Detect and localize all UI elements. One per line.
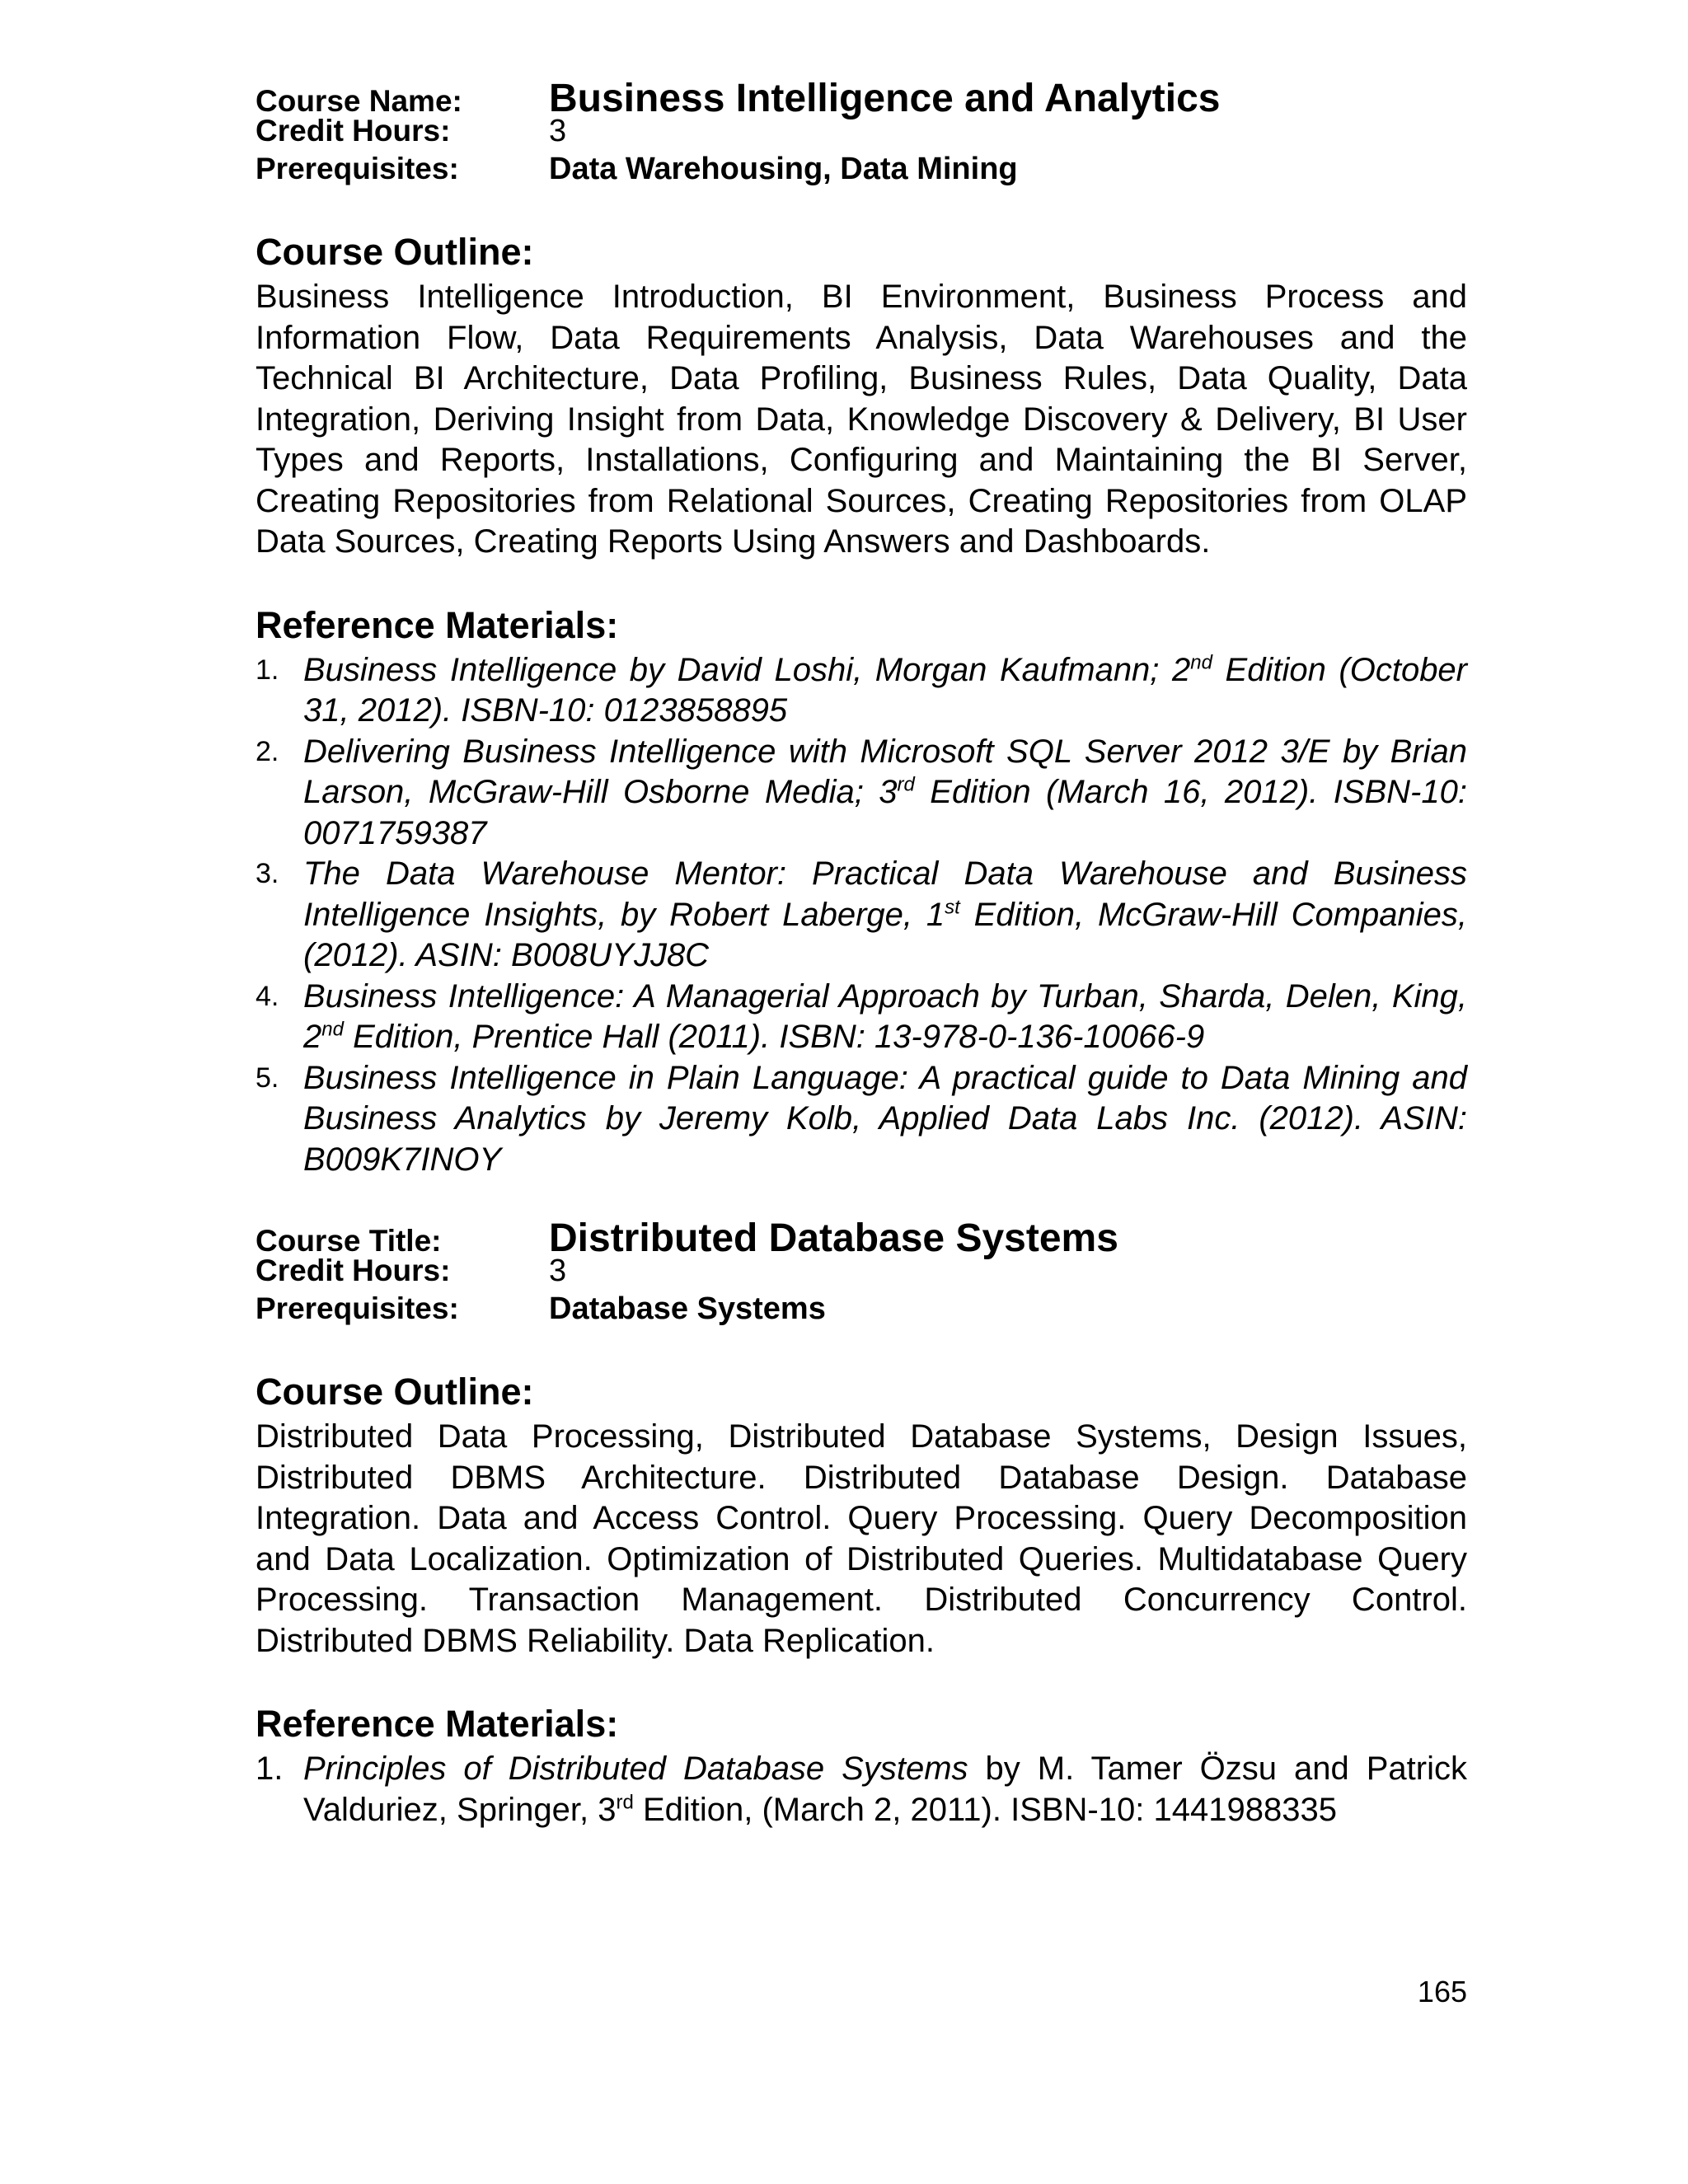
credit-hours-value: 3 — [549, 1254, 567, 1288]
reference-list — [256, 1749, 1467, 1830]
prerequisites-row — [256, 152, 1467, 190]
reference-item — [256, 854, 1467, 977]
reference-number: 1. — [256, 1750, 284, 1787]
prerequisites-value: Data Warehousing, Data Mining — [549, 152, 1018, 186]
reference-text-main: Business Intelligence: A Managerial Approach by Turban, Sharda, Delen, King, 2 — [303, 977, 1467, 1055]
reference-text — [303, 1058, 1467, 1181]
course-name-label: Course Name: — [256, 84, 462, 118]
reference-materials-heading: Reference Materials: — [256, 1703, 619, 1745]
credit-hours-label: Credit Hours: — [256, 1254, 451, 1287]
reference-text-rest: Edition (March 16, 2012). ISBN-10: 0071759387 — [303, 774, 1467, 851]
ordinal-suffix: st — [945, 896, 960, 919]
course-title-row — [256, 1216, 1467, 1260]
reference-number: 5. — [256, 1062, 279, 1094]
course-outline-text: Distributed Data Processing, Distributed Database Systems, Design Issues, Distributed DBMS Architecture. Distributed Database Design. Database Integration. Data and Access Control. Query Processing. Query Decomposition and Data Localization. Optimization of Distributed Queries. Multidatabase Query Processing. Transaction Management. Distributed Concurrency Control. Distributed DBMS Reliability. Data Replication. — [256, 1418, 1467, 1659]
reference-text — [303, 1749, 1467, 1830]
reference-item — [256, 1749, 1467, 1830]
reference-number: 1. — [256, 654, 279, 686]
course-outline-text: Business Intelligence Introduction, BI Environment, Business Process and Information Flow, Data Requirements Analysis, Data Warehouses and the Technical BI Architecture, Data Profiling, Business Rules, Data Quality, Data Integration, Deriving Insight from Data, Knowledge Discovery & Delivery, BI User Types and Reports, Installations, Configuring and Maintaining the BI Server, Creating Repositories from Relational Sources, Creating Repositories from OLAP Data Sources, Creating Reports Using Answers and Dashboards. — [256, 279, 1467, 560]
course-title: Distributed Database Systems — [549, 1216, 1118, 1260]
course-outline-heading: Course Outline: — [256, 1371, 534, 1413]
course-name: Business Intelligence and Analytics — [549, 77, 1221, 120]
reference-list — [256, 650, 1467, 1181]
reference-text-main: The Data Warehouse Mentor: Practical Data Warehouse and Business Intelligence Insights, by Robert Laberge, 1 — [303, 855, 1467, 933]
reference-book-title: Principles of Distributed Database Systems — [303, 1750, 968, 1787]
prerequisites-row — [256, 1291, 1467, 1329]
reference-item — [256, 1058, 1467, 1181]
reference-text-rest: Edition, (March 2, 2011). ISBN-10: 1441988335 — [633, 1791, 1337, 1828]
reference-text — [303, 977, 1467, 1058]
ordinal-suffix: rd — [897, 773, 915, 796]
course-title-label: Course Title: — [256, 1224, 442, 1258]
ordinal-suffix: nd — [1190, 651, 1212, 674]
reference-item — [256, 650, 1467, 732]
course-section-distributed-db — [256, 1216, 1467, 1830]
prerequisites-label: Prerequisites: — [256, 152, 459, 185]
credit-hours-value: 3 — [549, 114, 567, 148]
reference-number: 4. — [256, 980, 279, 1012]
reference-number: 3. — [256, 858, 279, 889]
course-name-row — [256, 76, 1467, 120]
prerequisites-label: Prerequisites: — [256, 1291, 459, 1325]
reference-text-main: Delivering Business Intelligence with Microsoft SQL Server 2012 3/E by Brian Larson, McGraw-Hill Osborne Media; 3 — [303, 733, 1467, 810]
prerequisites-value: Database Systems — [549, 1291, 826, 1326]
credit-hours-label: Credit Hours: — [256, 114, 451, 148]
reference-text — [303, 854, 1467, 977]
ordinal-suffix: rd — [616, 1791, 634, 1814]
reference-text-rest: Edition, Prentice Hall (2011). ISBN: 13-978-0-136-10066-9 — [343, 1019, 1205, 1055]
reference-number: 2. — [256, 735, 279, 767]
reference-text-main: Business Intelligence by David Loshi, Morgan Kaufmann; 2 — [303, 651, 1191, 688]
reference-item — [256, 732, 1467, 855]
reference-item — [256, 977, 1467, 1058]
course-outline-heading: Course Outline: — [256, 231, 534, 273]
reference-text-main: by M. Tamer Özsu and Patrick Valduriez, Springer, 3 — [303, 1750, 1467, 1828]
reference-text-main: Business Intelligence in Plain Language: A practical guide to Data Mining and Business Analytics by Jeremy Kolb, Applied Data Labs Inc. (2012). ASIN: B009K7INOY — [303, 1059, 1467, 1178]
reference-text — [303, 650, 1467, 732]
course-section-bi-analytics — [256, 76, 1467, 1180]
reference-text — [303, 732, 1467, 855]
reference-text-rest: Edition, McGraw-Hill Companies, (2012). ASIN: B008UYJJ8C — [303, 896, 1468, 973]
reference-text-rest: Edition (October 31, 2012). ISBN-10: 0123858895 — [303, 651, 1468, 729]
page-number: 165 — [1417, 1975, 1467, 2008]
reference-materials-heading: Reference Materials: — [256, 603, 619, 646]
ordinal-suffix: nd — [321, 1018, 344, 1041]
